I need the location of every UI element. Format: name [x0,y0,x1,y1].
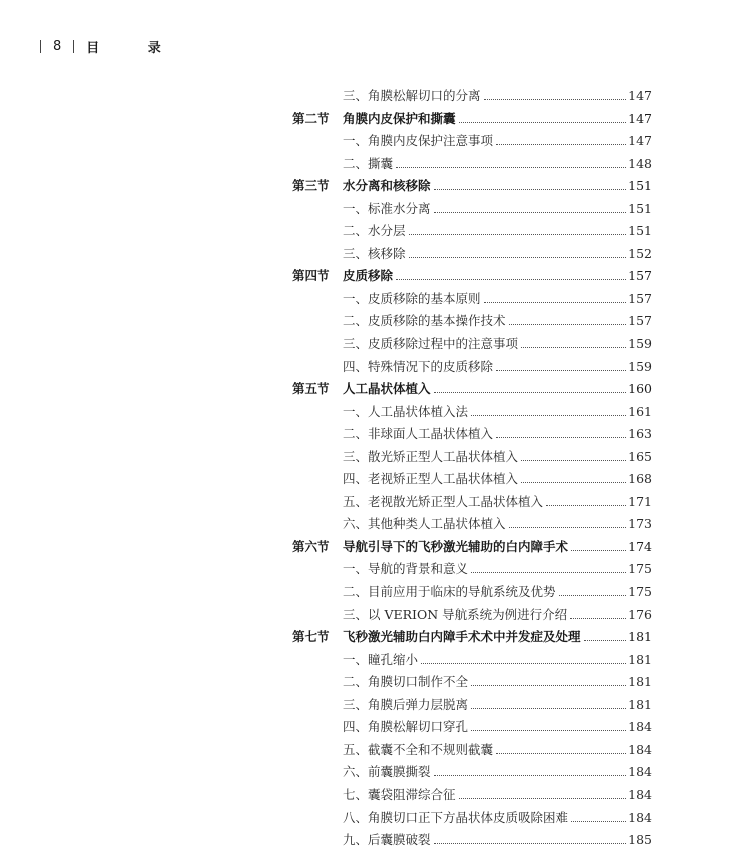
dot-leader [471,730,626,731]
section-number-label: 第三节 [292,178,330,194]
dot-leader [471,415,626,416]
toc-row [343,86,652,104]
entry-page-number: 151 [628,223,652,239]
dot-leader [459,122,627,123]
dot-leader [471,708,626,709]
entry-page-number: 151 [628,178,652,194]
dot-leader [571,821,626,822]
dot-leader [459,798,627,799]
entry-title: 五、截囊不全和不规则截囊 [343,741,494,757]
entry-title: 水分离和核移除 [343,178,431,194]
header-title: 目 录 [86,40,183,56]
running-header [40,36,183,56]
toc-row [343,650,652,668]
entry-title: 三、角膜后弹力层脱离 [343,696,469,712]
toc-row [343,605,652,623]
toc-row [343,334,652,352]
toc-row [343,808,652,826]
entry-title: 一、角膜内皮保护注意事项 [343,133,494,149]
entry-page-number: 152 [628,245,652,261]
toc-row [343,154,652,172]
entry-title: 三、散光矫正型人工晶状体植入 [343,448,519,464]
dot-leader [434,212,627,213]
entry-title: 七、囊袋阻滞综合征 [343,786,456,802]
entry-page-number: 181 [628,651,652,667]
entry-page-number: 181 [628,696,652,712]
entry-title: 二、非球面人工晶状体植入 [343,426,494,442]
toc-item-entry [0,556,730,579]
entry-page-number: 147 [628,133,652,149]
entry-title: 三、核移除 [343,245,406,261]
toc-item-entry [0,692,730,715]
entry-page-number: 176 [628,606,652,622]
dot-leader [521,347,626,348]
toc-row [343,627,652,645]
entry-title: 一、导航的背景和意义 [343,561,469,577]
toc-row [343,785,652,803]
entry-page-number: 163 [628,426,652,442]
entry-title: 四、角膜松解切口穿孔 [343,719,469,735]
entry-title: 皮质移除 [343,268,394,284]
toc-item-entry [0,128,730,151]
dot-leader [471,685,626,686]
dot-leader [570,618,626,619]
entry-title: 九、后囊膜破裂 [343,832,431,848]
table-of-contents [0,83,730,850]
toc-row [343,289,652,307]
toc-section-entry [0,376,730,399]
toc-item-entry [0,421,730,444]
entry-title: 飞秒激光辅助白内障手术术中并发症及处理 [343,629,581,645]
dot-leader [396,279,626,280]
dot-leader [409,234,627,235]
toc-row [343,379,652,397]
dot-leader [521,482,626,483]
dot-leader [496,144,626,145]
toc-row [343,537,652,555]
entry-page-number: 184 [628,764,652,780]
dot-leader [559,595,627,596]
toc-item-entry [0,241,730,264]
dot-leader [484,99,627,100]
toc-row [343,357,652,375]
dot-leader [434,392,627,393]
toc-row [343,424,652,442]
entry-page-number: 157 [628,313,652,329]
dot-leader [509,527,627,528]
dot-leader [434,189,627,190]
toc-row [343,492,652,510]
entry-title: 二、水分层 [343,223,406,239]
toc-item-entry [0,218,730,241]
entry-page-number: 157 [628,268,652,284]
entry-page-number: 175 [628,561,652,577]
toc-row [343,762,652,780]
entry-title: 一、瞳孔缩小 [343,651,419,667]
toc-row [343,447,652,465]
section-number-label: 第二节 [292,110,330,126]
toc-item-entry [0,151,730,174]
toc-row [343,469,652,487]
entry-title: 三、角膜松解切口的分离 [343,88,481,103]
toc-item-entry [0,759,730,782]
entry-page-number: 175 [628,584,652,600]
entry-page-number: 174 [628,538,652,554]
section-number-label: 第七节 [292,629,330,645]
entry-title: 一、皮质移除的基本原则 [343,290,481,306]
toc-row [343,109,652,127]
toc-row [343,559,652,577]
toc-row [343,717,652,735]
entry-title: 八、角膜切口正下方晶状体皮质吸除困难 [343,809,569,825]
dot-leader [434,775,627,776]
entry-page-number: 161 [628,403,652,419]
dot-leader [496,437,626,438]
toc-item-entry [0,511,730,534]
entry-title: 二、撕囊 [343,155,394,171]
dot-leader [434,843,627,844]
dot-leader [521,460,626,461]
toc-row [343,244,652,262]
entry-title: 三、以 VERION 导航系统为例进行介绍 [343,606,568,622]
toc-row [343,266,652,284]
entry-title: 四、老视矫正型人工晶状体植入 [343,471,519,487]
cutoff-footer-fragment [96,842,216,852]
toc-row [343,695,652,713]
toc-row [343,582,652,600]
toc-section-entry [0,106,730,129]
entry-title: 角膜内皮保护和撕囊 [343,110,456,126]
entry-title: 二、皮质移除的基本操作技术 [343,313,506,329]
toc-row [343,221,652,239]
toc-item-entry [0,489,730,512]
dot-leader [584,640,627,641]
toc-item-entry [0,714,730,737]
entry-title: 一、人工晶状体植入法 [343,403,469,419]
toc-item-entry [0,602,730,625]
section-number-label: 第四节 [292,268,330,284]
entry-page-number: 184 [628,741,652,757]
toc-item-entry [0,444,730,467]
dot-leader [571,550,626,551]
toc-row [343,514,652,532]
entry-title: 导航引导下的飞秒激光辅助的白内障手术 [343,538,569,554]
toc-row [343,830,652,848]
toc-item-entry [0,669,730,692]
section-number-label: 第五节 [292,381,330,397]
page-number: 8 [53,38,62,54]
header-divider [40,40,41,53]
toc-section-entry [0,624,730,647]
entry-page-number: 160 [628,381,652,397]
entry-title: 二、角膜切口制作不全 [343,674,469,690]
dot-leader [546,505,626,506]
toc-row [343,131,652,149]
toc-row [343,199,652,217]
toc-row [343,740,652,758]
entry-page-number: 184 [628,786,652,802]
entry-page-number: 159 [628,336,652,352]
dot-leader [471,572,626,573]
entry-page-number: 171 [628,493,652,509]
toc-section-entry [0,263,730,286]
dot-leader [421,663,626,664]
dot-leader [496,753,626,754]
toc-item-entry [0,782,730,805]
dot-leader [484,302,627,303]
entry-title: 人工晶状体植入 [343,381,431,397]
entry-title: 六、其他种类人工晶状体植入 [343,516,506,532]
entry-page-number: 157 [628,290,652,306]
entry-page-number: 159 [628,358,652,374]
entry-page-number: 184 [628,809,652,825]
entry-page-number: 165 [628,448,652,464]
entry-title: 五、老视散光矫正型人工晶状体植入 [343,493,544,509]
toc-item-entry [0,286,730,309]
toc-item-entry [0,354,730,377]
toc-item-entry [0,83,730,106]
entry-page-number: 168 [628,471,652,487]
entry-title: 一、标准水分离 [343,200,431,216]
toc-item-entry [0,399,730,422]
toc-item-entry [0,579,730,602]
dot-leader [496,370,626,371]
entry-page-number: 148 [628,155,652,171]
entry-page-number: 181 [628,629,652,645]
entry-title: 二、目前应用于临床的导航系统及优势 [343,584,556,600]
toc-row [343,311,652,329]
entry-page-number: 147 [628,88,652,103]
toc-item-entry [0,647,730,670]
toc-item-entry [0,196,730,219]
toc-section-entry [0,173,730,196]
entry-page-number: 151 [628,200,652,216]
dot-leader [509,324,627,325]
entry-page-number: 185 [628,832,652,848]
toc-item-entry [0,805,730,828]
toc-item-entry [0,737,730,760]
entry-page-number: 184 [628,719,652,735]
entry-page-number: 173 [628,516,652,532]
toc-item-entry [0,331,730,354]
section-number-label: 第六节 [292,538,330,554]
toc-item-entry [0,466,730,489]
toc-item-entry [0,308,730,331]
dot-leader [409,257,627,258]
entry-title: 三、皮质移除过程中的注意事项 [343,336,519,352]
toc-row [343,672,652,690]
entry-title: 六、前囊膜撕裂 [343,764,431,780]
toc-row [343,402,652,420]
entry-page-number: 181 [628,674,652,690]
toc-row [343,176,652,194]
toc-section-entry [0,534,730,557]
header-divider [73,40,74,53]
entry-page-number: 147 [628,110,652,126]
entry-title: 四、特殊情况下的皮质移除 [343,358,494,374]
dot-leader [396,167,626,168]
